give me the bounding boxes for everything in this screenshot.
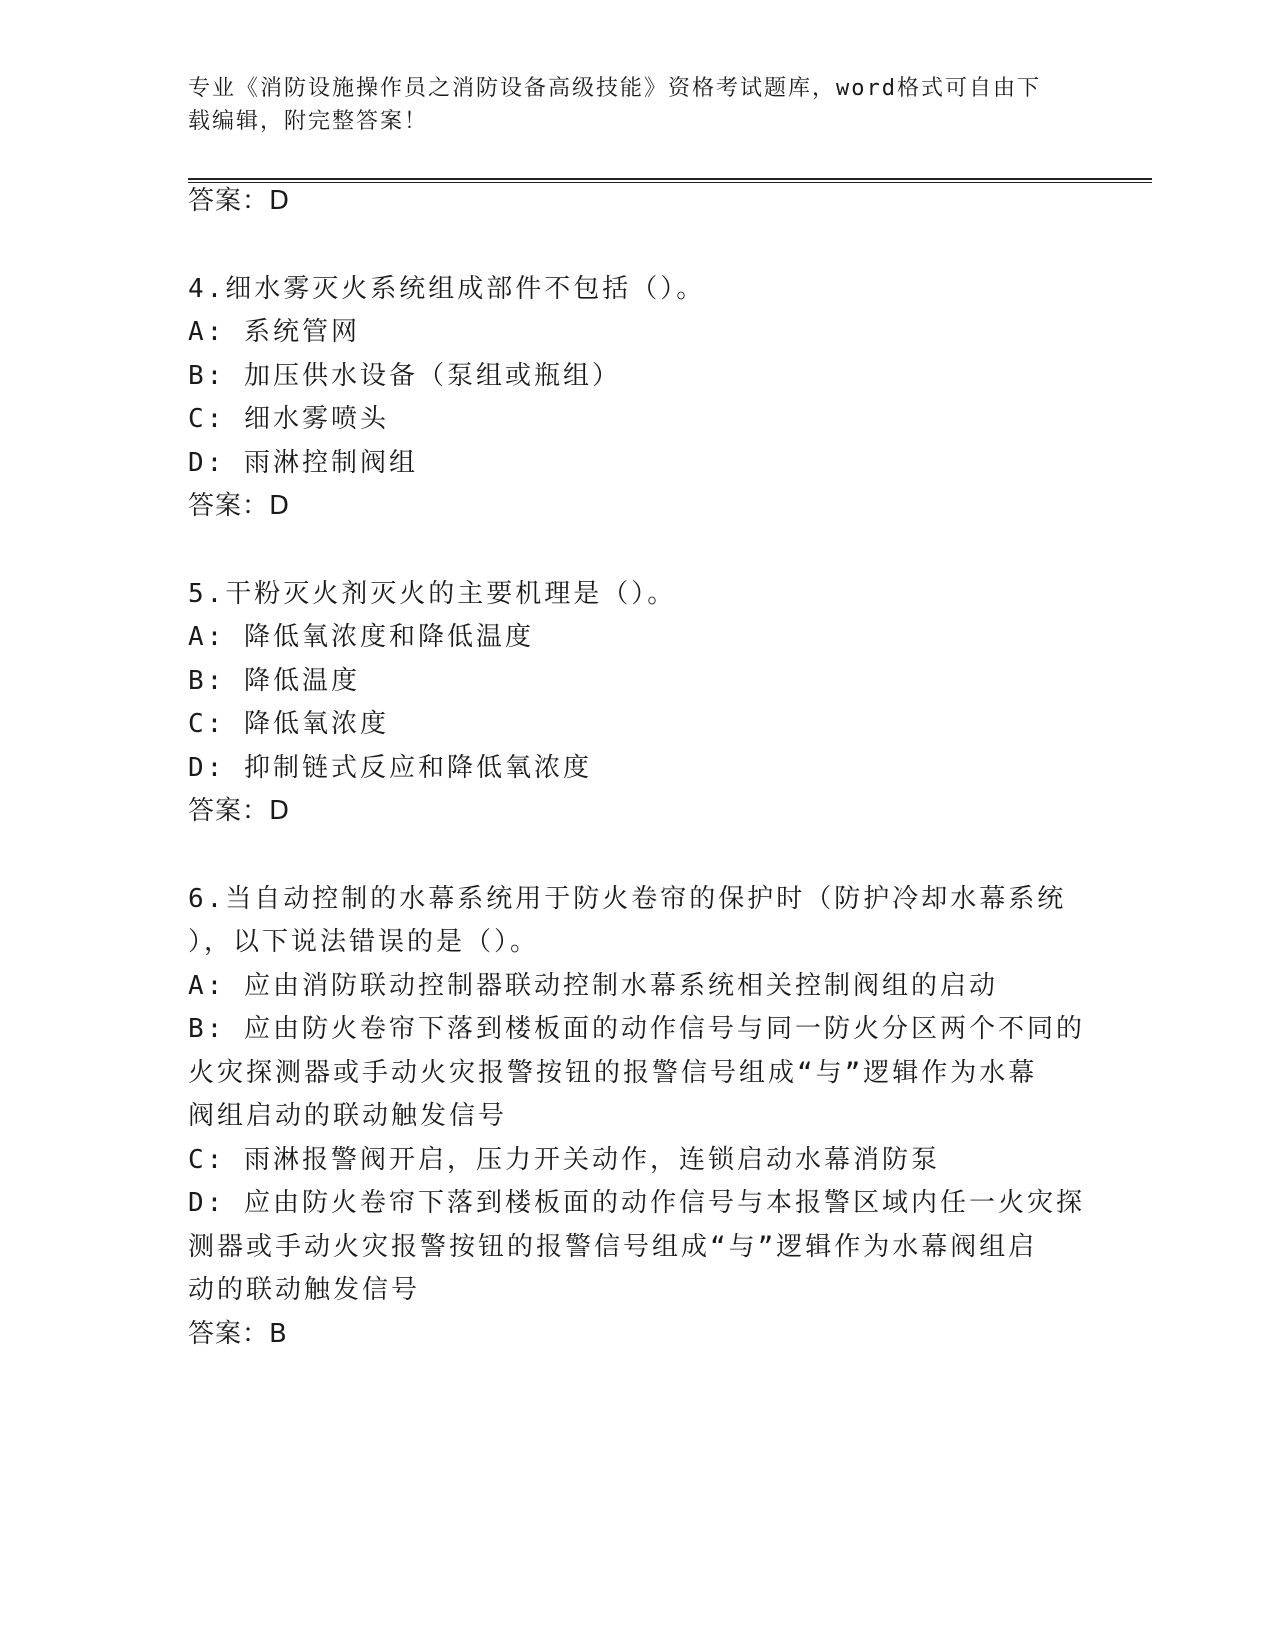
question-stem: 4.细水雾灭火系统组成部件不包括（）。	[188, 274, 706, 304]
option-d: D: 雨淋控制阀组	[188, 448, 418, 478]
answer-label: 答案：D	[188, 491, 291, 521]
answer-label: 答案：D	[188, 186, 291, 216]
header-line-1: 专业《消防设施操作员之消防设备高级技能》资格考试题库，word格式可自由下	[188, 76, 1041, 101]
option-a: A: 降低氧浓度和降低温度	[188, 622, 534, 652]
header-line-2: 载编辑，附完整答案！	[188, 109, 429, 134]
answer-label: 答案：D	[188, 796, 291, 826]
option-a: A: 系统管网	[188, 317, 360, 347]
option-d-cont: 测器或手动火灾报警按钮的报警信号组成“与”逻辑作为水幕阀组启	[188, 1232, 1038, 1262]
option-c: C: 雨淋报警阀开启，压力开关动作，连锁启动水幕消防泵	[188, 1145, 940, 1175]
header-divider	[188, 178, 1152, 183]
option-b: B: 应由防火卷帘下落到楼板面的动作信号与同一防火分区两个不同的	[188, 1014, 1085, 1044]
option-c: C: 降低氧浓度	[188, 709, 389, 739]
question-stem-cont: ），以下说法错误的是（）。	[188, 927, 540, 957]
page-header	[188, 72, 1068, 138]
option-d-cont: 动的联动触发信号	[188, 1275, 421, 1305]
option-b: B: 降低温度	[188, 666, 360, 696]
option-b-cont: 阀组启动的联动触发信号	[188, 1101, 508, 1131]
option-b-cont: 火灾探测器或手动火灾报警按钮的报警信号组成“与”逻辑作为水幕	[188, 1058, 1038, 1088]
answer-label: 答案：B	[188, 1319, 288, 1349]
question-stem: 5.干粉灭火剂灭火的主要机理是（）。	[188, 579, 677, 609]
option-d: D: 应由防火卷帘下落到楼板面的动作信号与本报警区域内任一火灾探	[188, 1188, 1085, 1218]
question-stem: 6.当自动控制的水幕系统用于防火卷帘的保护时（防护冷却水幕系统	[188, 884, 1067, 914]
option-c: C: 细水雾喷头	[188, 404, 389, 434]
option-d: D: 抑制链式反应和降低氧浓度	[188, 753, 592, 783]
option-b: B: 加压供水设备（泵组或瓶组）	[188, 361, 621, 391]
option-a: A: 应由消防联动控制器联动控制水幕系统相关控制阀组的启动	[188, 971, 998, 1001]
